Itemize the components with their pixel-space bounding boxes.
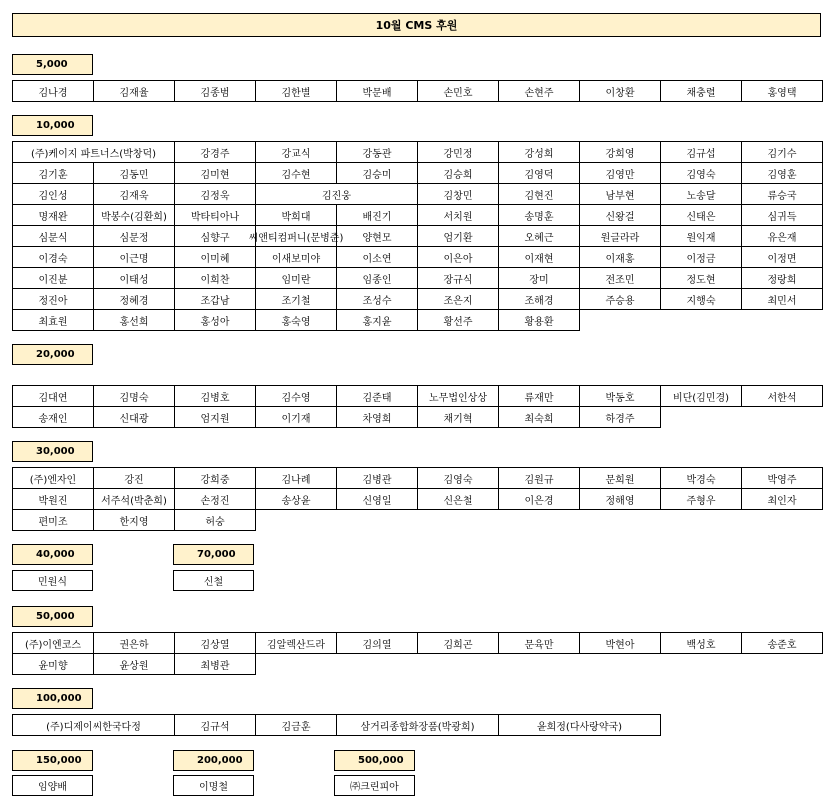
donor-cell: 박타티아나	[174, 204, 256, 226]
donor-cell: 류승국	[741, 183, 823, 205]
donor-cell: (주)케이지 파트너스(박창덕)	[12, 141, 175, 163]
donor-cell: 김명숙	[93, 385, 175, 407]
donor-cell: 김미현	[174, 162, 256, 184]
donor-cell: 이명철	[173, 775, 254, 796]
donor-cell: 박봉수(김환희)	[93, 204, 175, 226]
donor-cell: 김인성	[12, 183, 94, 205]
donor-cell: 이은아	[417, 246, 499, 268]
donor-cell: 김원규	[498, 467, 580, 489]
donor-cell: 백성호	[660, 632, 742, 654]
donor-cell: 오혜근	[498, 225, 580, 247]
donor-cell: 채충렬	[660, 80, 742, 102]
donor-cell: 윤상원	[93, 653, 175, 675]
donor-cell: 강희영	[579, 141, 661, 163]
donor-cell: 엄기환	[417, 225, 499, 247]
donor-cell: 김현진	[498, 183, 580, 205]
donor-cell: 원글라라	[579, 225, 661, 247]
donor-cell: 임종인	[336, 267, 418, 289]
amount-header-100000: 100,000	[12, 688, 93, 709]
donor-cell: 윤희정(다사랑약국)	[498, 714, 661, 736]
donor-cell: 김종범	[174, 80, 256, 102]
donor-cell: 심귀득	[741, 204, 823, 226]
donor-cell: 명재완	[12, 204, 94, 226]
donor-cell: 임미란	[255, 267, 337, 289]
donor-cell: 강성희	[498, 141, 580, 163]
donor-cell: 한지영	[93, 509, 175, 531]
donor-cell: 최민서	[741, 288, 823, 310]
amount-header-10000: 10,000	[12, 115, 93, 136]
donor-cell: 허숭	[174, 509, 256, 531]
donor-cell: 류재만	[498, 385, 580, 407]
amount-header-150000: 150,000	[12, 750, 93, 771]
donor-cell: 김정욱	[174, 183, 256, 205]
donor-cell: 이미혜	[174, 246, 256, 268]
donor-cell: 정혜경	[93, 288, 175, 310]
donor-cell: 최효원	[12, 309, 94, 331]
donor-cell: (주)디제이씨한국다정	[12, 714, 175, 736]
donor-cell: (주)엔자인	[12, 467, 94, 489]
donor-grid-50000	[12, 632, 822, 674]
donor-cell: 신은철	[417, 488, 499, 510]
donor-cell: 손민호	[417, 80, 499, 102]
donor-grid-100000	[12, 714, 822, 735]
amount-header-30000: 30,000	[12, 441, 93, 462]
donor-cell: 강교식	[255, 141, 337, 163]
donor-cell: 이재현	[498, 246, 580, 268]
donor-grid-5000	[12, 80, 822, 101]
donor-grid-30000	[12, 467, 822, 530]
donor-cell: 장규식	[417, 267, 499, 289]
donor-cell: 김수영	[255, 385, 337, 407]
donor-cell: 송재인	[12, 406, 94, 428]
amount-header-40000: 40,000	[12, 544, 93, 565]
donor-cell: 양현모	[336, 225, 418, 247]
donor-cell: 신대광	[93, 406, 175, 428]
donor-cell: ㈜크린피아	[334, 775, 415, 796]
donor-cell: 김병관	[336, 467, 418, 489]
donor-cell: 엄지원	[174, 406, 256, 428]
amount-header-70000: 70,000	[173, 544, 254, 565]
donor-cell: 홍선희	[93, 309, 175, 331]
donor-cell: 조은지	[417, 288, 499, 310]
donor-cell: 남부현	[579, 183, 661, 205]
donor-cell: 심문정	[93, 225, 175, 247]
donor-cell: 홍영택	[741, 80, 823, 102]
donor-cell: 조갑남	[174, 288, 256, 310]
donor-cell: 조성수	[336, 288, 418, 310]
donor-cell: 신왕걸	[579, 204, 661, 226]
donor-cell: 전조민	[579, 267, 661, 289]
donor-cell: 심향구	[174, 225, 256, 247]
donor-cell: 지행숙	[660, 288, 742, 310]
donor-cell: 차영희	[336, 406, 418, 428]
donor-cell: 최병관	[174, 653, 256, 675]
donor-cell: 손현주	[498, 80, 580, 102]
donor-cell: 김준태	[336, 385, 418, 407]
donor-cell: 김동민	[93, 162, 175, 184]
donor-cell: 김영덕	[498, 162, 580, 184]
donor-cell: 박희대	[255, 204, 337, 226]
donor-cell: 김상열	[174, 632, 256, 654]
donor-cell: 이태성	[93, 267, 175, 289]
donor-cell: 배진기	[336, 204, 418, 226]
donor-cell: 이기재	[255, 406, 337, 428]
donor-cell: 송명훈	[498, 204, 580, 226]
donor-cell: 하경주	[579, 406, 661, 428]
donor-cell: 채기혁	[417, 406, 499, 428]
donor-cell: 김영숙	[660, 162, 742, 184]
donor-cell: 김재율	[93, 80, 175, 102]
donor-cell: 강진	[93, 467, 175, 489]
donor-cell: 이경숙	[12, 246, 94, 268]
donor-cell: 권은하	[93, 632, 175, 654]
donor-cell: 박영주	[741, 467, 823, 489]
donor-cell: 김한별	[255, 80, 337, 102]
donor-cell: 이은경	[498, 488, 580, 510]
donor-cell: 김영훈	[741, 162, 823, 184]
donor-cell: 김병호	[174, 385, 256, 407]
donor-cell: 이소연	[336, 246, 418, 268]
donor-cell: (주)이엔코스	[12, 632, 94, 654]
donor-cell: 이정금	[660, 246, 742, 268]
donor-cell: 서치원	[417, 204, 499, 226]
donor-cell: 문육만	[498, 632, 580, 654]
donor-cell: 김나례	[255, 467, 337, 489]
donor-cell: 정해영	[579, 488, 661, 510]
donor-cell: 김규섭	[660, 141, 742, 163]
donor-grid-20000	[12, 385, 822, 427]
donor-cell: 심문식	[12, 225, 94, 247]
donor-cell: 원익재	[660, 225, 742, 247]
donor-cell: 김기수	[741, 141, 823, 163]
donor-cell: 조기철	[255, 288, 337, 310]
donor-cell: 송준호	[741, 632, 823, 654]
donor-cell: 이진분	[12, 267, 94, 289]
donor-cell: 이새보미야	[255, 246, 337, 268]
donor-cell: 김의열	[336, 632, 418, 654]
donor-cell: 비단(김민경)	[660, 385, 742, 407]
donor-cell: 정도현	[660, 267, 742, 289]
donor-cell: 김수현	[255, 162, 337, 184]
page-title: 10월 CMS 후원	[12, 13, 821, 37]
donor-cell: 노무법인상상	[417, 385, 499, 407]
donor-cell: 김재욱	[93, 183, 175, 205]
donor-cell: 박문배	[336, 80, 418, 102]
donor-cell: 노송달	[660, 183, 742, 205]
donor-cell: 박경숙	[660, 467, 742, 489]
donor-cell: 박현아	[579, 632, 661, 654]
donor-cell: 이정면	[741, 246, 823, 268]
donor-cell: 서한석	[741, 385, 823, 407]
donor-cell: 신철	[173, 570, 254, 591]
donor-cell: 이희찬	[174, 267, 256, 289]
donor-cell: 정랑희	[741, 267, 823, 289]
donor-cell: 편미조	[12, 509, 94, 531]
donor-cell: 주승용	[579, 288, 661, 310]
donor-cell: 김규석	[174, 714, 256, 736]
donor-cell: 장미	[498, 267, 580, 289]
donor-cell: 조해경	[498, 288, 580, 310]
donor-cell: 홍지윤	[336, 309, 418, 331]
donor-cell: 김창민	[417, 183, 499, 205]
donor-grid-10000	[12, 141, 822, 330]
donor-cell: 정진아	[12, 288, 94, 310]
donor-cell: 김희곤	[417, 632, 499, 654]
donor-cell: 윤미향	[12, 653, 94, 675]
donor-cell: 신태은	[660, 204, 742, 226]
donor-cell: 신영일	[336, 488, 418, 510]
donor-cell: 이재홍	[579, 246, 661, 268]
donor-cell: 홍숙영	[255, 309, 337, 331]
amount-header-200000: 200,000	[173, 750, 254, 771]
donor-cell: 김대연	[12, 385, 94, 407]
donor-cell: 씨앤티컴퍼니(문병준)	[255, 225, 337, 247]
amount-header-50000: 50,000	[12, 606, 93, 627]
donor-cell: 김금훈	[255, 714, 337, 736]
donor-cell: 김알렉산드라	[255, 632, 337, 654]
donor-cell: 문희원	[579, 467, 661, 489]
donor-cell: 김기훈	[12, 162, 94, 184]
donor-cell: 김진웅	[255, 183, 418, 205]
donor-cell: 임양배	[12, 775, 93, 796]
donor-cell: 홍성아	[174, 309, 256, 331]
donor-cell: 강경주	[174, 141, 256, 163]
donor-cell: 김승희	[417, 162, 499, 184]
donor-cell: 강동관	[336, 141, 418, 163]
amount-header-500000: 500,000	[334, 750, 415, 771]
donor-cell: 박원진	[12, 488, 94, 510]
donor-cell: 송상윤	[255, 488, 337, 510]
donor-cell: 이근명	[93, 246, 175, 268]
donor-cell: 박동호	[579, 385, 661, 407]
donor-cell: 황선주	[417, 309, 499, 331]
donor-cell: 주형우	[660, 488, 742, 510]
donor-cell: 최숙희	[498, 406, 580, 428]
amount-header-20000: 20,000	[12, 344, 93, 365]
donor-cell: 김나경	[12, 80, 94, 102]
donor-cell: 삼거리종합화장품(박광희)	[336, 714, 499, 736]
donor-cell: 유은재	[741, 225, 823, 247]
donor-cell: 서주석(박춘희)	[93, 488, 175, 510]
donor-cell: 김승미	[336, 162, 418, 184]
donor-cell: 김영숙	[417, 467, 499, 489]
donor-cell: 손정진	[174, 488, 256, 510]
donor-cell: 최인자	[741, 488, 823, 510]
donor-cell: 김영만	[579, 162, 661, 184]
donor-cell: 이창환	[579, 80, 661, 102]
donor-cell: 강민정	[417, 141, 499, 163]
donor-cell: 민원식	[12, 570, 93, 591]
amount-header-5000: 5,000	[12, 54, 93, 75]
donor-cell: 황용환	[498, 309, 580, 331]
donor-cell: 강희중	[174, 467, 256, 489]
